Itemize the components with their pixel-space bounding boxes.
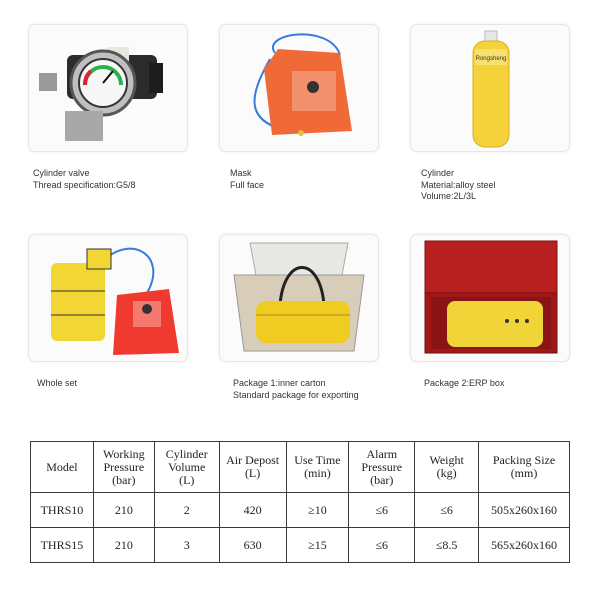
product-image-mask — [219, 24, 379, 152]
spec-table — [30, 441, 570, 563]
product-image-whole-set — [28, 234, 188, 362]
caption-erp-box — [424, 378, 504, 390]
cell-cylinder-volume: 2 — [154, 493, 219, 528]
product-image-erp-box — [410, 234, 570, 362]
caption-line: Package 2:ERP box — [424, 378, 505, 388]
cell-use-time: ≥10 — [286, 493, 349, 528]
table-row — [31, 528, 570, 563]
caption-whole-set — [37, 378, 77, 390]
header-cylinder-volume: Cylinder Volume (L) — [154, 442, 219, 493]
caption-cylinder-valve — [33, 168, 136, 191]
cell-model: THRS15 — [31, 528, 94, 563]
caption-inner-carton — [233, 378, 359, 401]
cell-working-pressure: 210 — [93, 493, 154, 528]
table-header-row — [31, 442, 570, 493]
cell-air-depost: 630 — [219, 528, 286, 563]
table-row — [31, 493, 570, 528]
header-model: Model — [31, 442, 94, 493]
header-weight: Weight (kg) — [415, 442, 479, 493]
cell-working-pressure: 210 — [93, 528, 154, 563]
cell-alarm-pressure: ≤6 — [349, 528, 415, 563]
caption-line: Thread specification:G5/8 — [33, 179, 136, 190]
caption-line: Mask — [230, 168, 252, 178]
cell-cylinder-volume: 3 — [154, 528, 219, 563]
header-working-pressure: Working Pressure (bar) — [93, 442, 154, 493]
cell-packing-size: 565x260x160 — [479, 528, 570, 563]
caption-line: Material:alloy steel — [421, 179, 496, 190]
caption-line: Package 1:inner carton — [233, 378, 326, 388]
caption-line: Full face — [230, 179, 265, 190]
caption-mask — [230, 168, 264, 191]
caption-line: Cylinder valve — [33, 168, 90, 178]
cell-packing-size: 505x260x160 — [479, 493, 570, 528]
caption-line: Volume:2L/3L — [421, 191, 477, 201]
cell-air-depost: 420 — [219, 493, 286, 528]
caption-line: Cylinder — [421, 168, 455, 178]
caption-line: Whole set — [37, 378, 78, 388]
cell-weight: ≤6 — [415, 493, 479, 528]
header-air-depost: Air Depost (L) — [219, 442, 286, 493]
cell-alarm-pressure: ≤6 — [349, 493, 415, 528]
cell-weight: ≤8.5 — [415, 528, 479, 563]
product-image-inner-carton — [219, 234, 379, 362]
header-use-time: Use Time (min) — [286, 442, 349, 493]
cylinder-label: Rongsheng — [475, 56, 507, 62]
product-image-cylinder — [410, 24, 570, 152]
product-image-cylinder-valve — [28, 24, 188, 152]
header-alarm-pressure: Alarm Pressure (bar) — [349, 442, 415, 493]
caption-cylinder — [421, 168, 496, 203]
caption-line: Standard package for exporting — [233, 389, 359, 400]
cell-model: THRS10 — [31, 493, 94, 528]
cell-use-time: ≥15 — [286, 528, 349, 563]
header-packing-size: Packing Size (mm) — [479, 442, 570, 493]
